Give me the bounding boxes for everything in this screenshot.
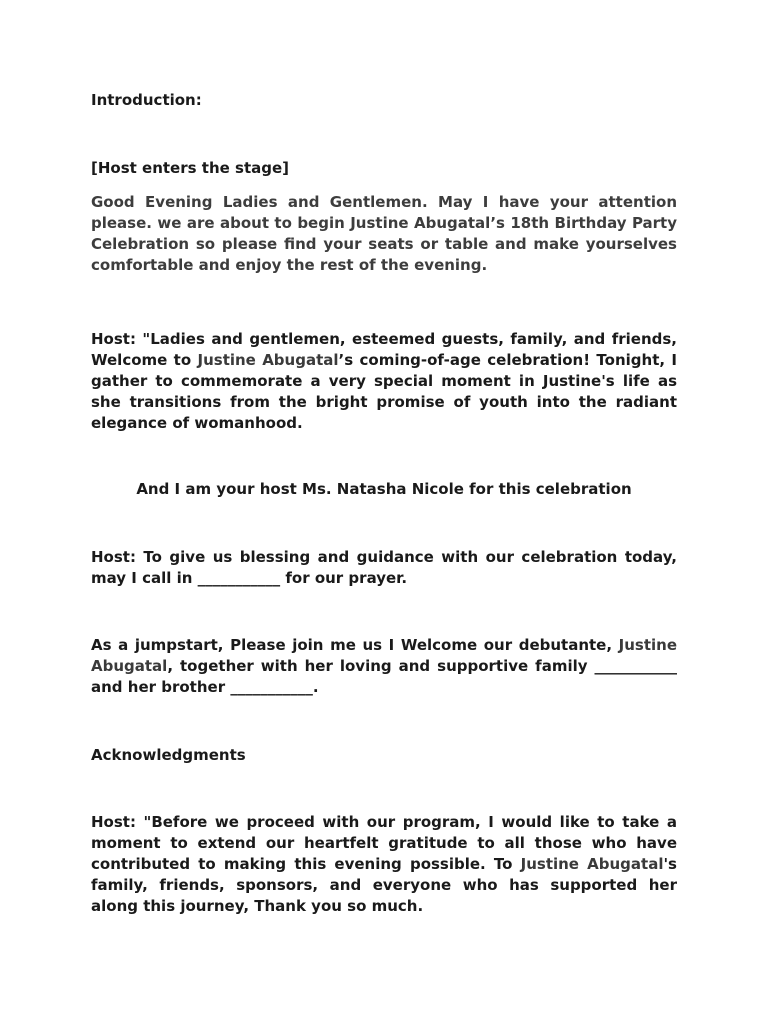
ack-text-1: Host: "Before we proceed with our program, I would like to take a moment to extend our heartfelt gratitude to all those who have contributed to making this evening possible. To <box>91 813 677 873</box>
acknowledgments-heading: Acknowledgments <box>91 746 246 764</box>
host-welcome-text-1: Host: "Ladies and gentlemen, esteemed guests, family, and friends, Welcome to <box>91 330 677 369</box>
ack-text-2: 's family, friends, sponsors, and everyone who has supported her along this journey, Thank you so much. <box>91 855 677 915</box>
host-welcome-paragraph <box>91 329 677 434</box>
stage-direction: [Host enters the stage] <box>91 159 290 177</box>
introduction-heading: Introduction: <box>91 91 202 109</box>
debutante-intro-text-1: As a jumpstart, Please join me us I Welcome our debutante, <box>91 636 619 654</box>
debutante-intro-text-2: , together with her loving and supportive family ___________ and her brother ___________. <box>91 657 677 696</box>
debutante-intro-paragraph <box>91 635 677 698</box>
acknowledgments-paragraph <box>91 812 677 917</box>
opening-paragraph: Good Evening Ladies and Gentlemen. May I have your attention please. we are about to begin Justine Abugatal’s 18th Birthday Party Celebration so please find your seats or table and make yourselves comfortable and enjoy the rest of the evening. <box>91 193 677 274</box>
debutante-name: Justine Abugatal <box>197 351 339 369</box>
prayer-call-paragraph: Host: To give us blessing and guidance with our celebration today, may I call in ___________ for our prayer. <box>91 548 677 587</box>
host-introduction-line: And I am your host Ms. Natasha Nicole for this celebration <box>136 480 632 498</box>
debutante-name: Justine Abugatal <box>520 855 664 873</box>
debutante-name: Justine Abugatal <box>91 636 677 675</box>
host-welcome-text-2: ’s coming-of-age celebration! Tonight, I gather to commemorate a very special moment in Justine's life as she transitions from the bright promise of youth into the radiant elegance of womanhood. <box>91 351 677 432</box>
